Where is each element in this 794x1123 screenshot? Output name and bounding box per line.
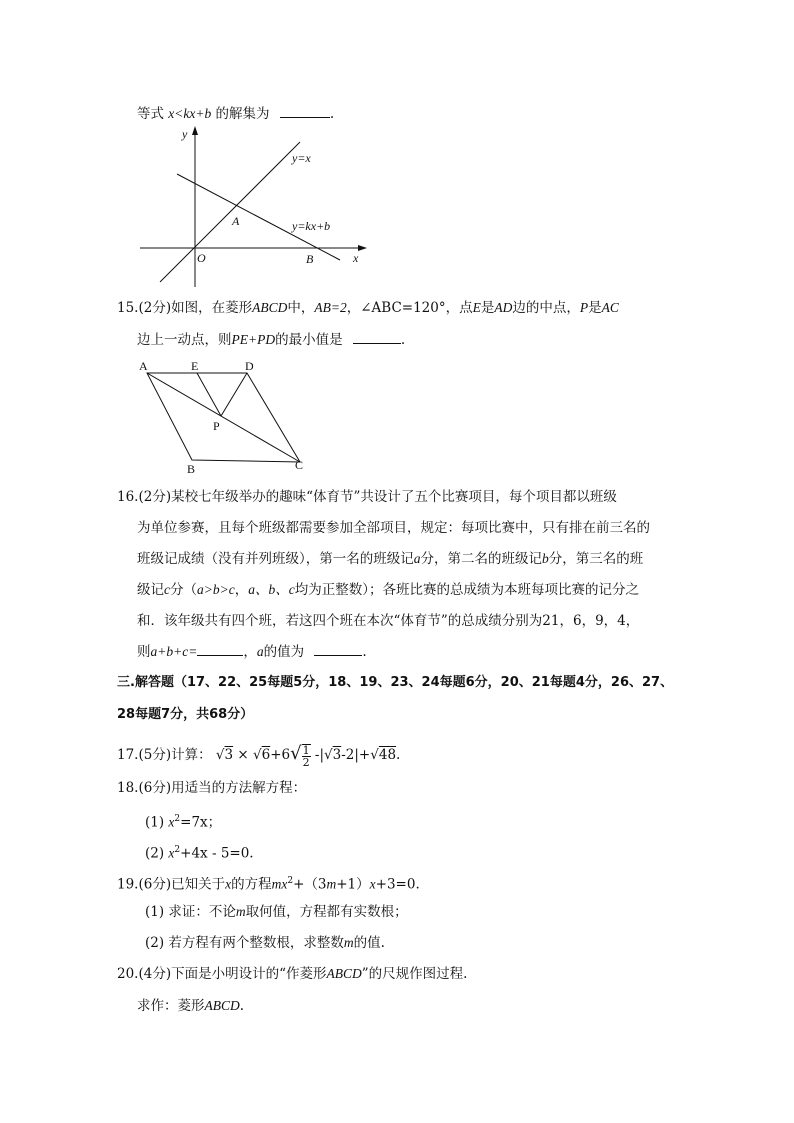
segment-pd [221, 373, 247, 416]
sqrt-48: √48 [370, 747, 397, 763]
q15-line1: 15.(2分)如图，在菱形ABCD中，AB=2，∠ABC=120°，点E是AD边的中点，P是AC [117, 300, 619, 316]
q15-answer-blank[interactable] [353, 331, 401, 344]
section3-heading-2: 28每题7分，共68分） [117, 707, 254, 722]
q16-sum-blank[interactable] [197, 643, 243, 656]
x-axis-label: x [353, 251, 359, 265]
q16-line5: 和．该年级共有四个班，若这四个班在本次“体育节”的总成绩分别为21，6，9，4， [137, 613, 640, 629]
sqrt-half: √ [290, 743, 302, 764]
q15-figure [135, 356, 315, 478]
point-p-label: P [213, 419, 220, 433]
point-e-label: E [191, 359, 199, 373]
q19-part1: (1) 求证：不论m取何值，方程都有实数根； [145, 904, 408, 920]
line-y-kx-b [177, 174, 340, 260]
point-b-label: B [306, 252, 314, 266]
fraction-one-half: $\frac{1}{2}$ [302, 743, 310, 769]
q16-line1: 16.(2分)某校七年级举办的趣味“体育节”共设计了五个比赛项目，每个项目都以班级 [117, 489, 617, 505]
x-axis-arrow [358, 245, 367, 251]
q16-line6: 则a+b+c= ，a的值为 . [137, 644, 367, 660]
q20-task: 求作：菱形ABCD. [137, 998, 245, 1014]
q14-answer-blank[interactable] [280, 105, 330, 118]
point-a-label: A [232, 214, 240, 228]
q16-line2: 为单位参赛，且每个班级都需要参加全部项目，规定：每项比赛中，只有排在前三名的 [137, 520, 650, 536]
q16-a-blank[interactable] [314, 643, 362, 656]
q18-line: 18.(6分)用适当的方法解方程： [117, 780, 307, 796]
q15-line2: 边上一动点，则PE+PD的最小值是 . [137, 332, 406, 348]
origin-label: O [197, 251, 206, 265]
q14-graph [135, 122, 375, 292]
q18-part1: (1) $x^2=7x$； [145, 814, 222, 831]
y-axis-label: y [182, 127, 188, 141]
q19-part2: (2) 若方程有两个整数根，求整数m的值. [145, 935, 385, 951]
vertex-a-label: A [139, 359, 148, 373]
sqrt-3: √3 [215, 747, 234, 763]
vertex-b-label: B [187, 462, 196, 476]
section3-heading: 三.解答题（17、22、25每题5分，18、19、23、24每题6分，20、21每题4分，26、27、 [117, 675, 674, 690]
q18-part2: (2) $x^2+4x - 5=0$. [145, 845, 254, 862]
line-y-equals-x [160, 142, 300, 282]
vertex-d-label: D [245, 359, 254, 373]
q19-line: 19.(6分)已知关于x的方程$mx^2+(3m+1)x+3=0$. [117, 876, 420, 893]
label-y-kx-b: y=kx+b [292, 219, 331, 233]
vertex-c-label: C [295, 458, 304, 472]
q14-tail: 等式 x<kx+b 的解集为 . [137, 106, 335, 122]
sqrt-6: √6 [253, 747, 271, 763]
q16-line4: 级记c分（a>b>c，a、b、c均为正整数）；各班比赛的总成绩为本班每项比赛的记分之 [137, 582, 639, 598]
q16-line3: 班级记成绩（没有并列班级），第一名的班级记a分，第二名的班级记b分，第三名的班 [137, 551, 644, 567]
label-y-equals-x: y=x [292, 151, 311, 165]
q17-line: 17.(5分)计算： √3 × √6+6√ $\frac{1}{2}$ -|√3-2|+√48. [117, 743, 401, 769]
sqrt-3-abs: √3 [324, 747, 342, 763]
q14-inequality: x<kx+b [168, 106, 212, 121]
y-axis-arrow [192, 126, 198, 135]
q20-line: 20.(4分)下面是小明设计的“作菱形ABCD”的尺规作图过程. [117, 966, 468, 982]
